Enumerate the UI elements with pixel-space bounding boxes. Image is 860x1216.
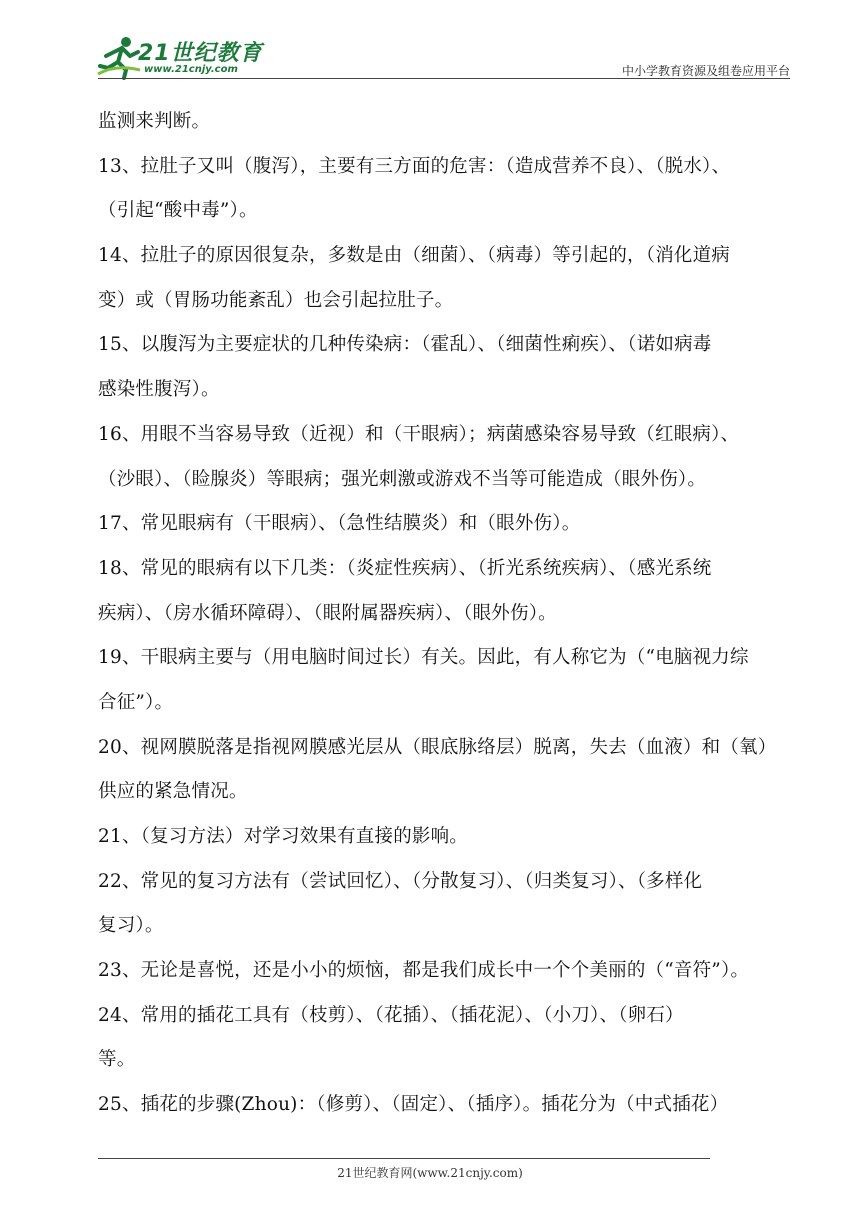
- text-line: 监测来判断。: [98, 111, 211, 132]
- text-line: 等。: [98, 1049, 136, 1071]
- text-line: 变）或（胃肠功能紊乱）也会引起拉肚子。: [98, 289, 454, 311]
- logo: [96, 34, 266, 80]
- text-line: 供应的紧急情况。: [98, 781, 248, 803]
- text-line: 22、常见的复习方法有（尝试回忆）、（分散复习）、（归类复习）、（多样化: [98, 870, 703, 892]
- text-line: 24、常用的插花工具有（枝剪）、（花插）、（插花泥）、（小刀）、（卵石）: [98, 1004, 684, 1026]
- text-line: 合征”）。: [98, 691, 174, 713]
- page-footer: 21世纪教育网(www.21cnjy.com): [337, 1166, 523, 1180]
- page-header: [0, 0, 860, 90]
- text-line: 14、拉肚子的原因很复杂，多数是由（细菌）、（病毒）等引起的，（消化道病: [98, 245, 730, 267]
- text-line: 23、无论是喜悦，还是小小的烦恼，都是我们成长中一个个美丽的（“音符”）。: [98, 960, 750, 982]
- header-divider: [98, 78, 790, 79]
- text-line: 感染性腹泻）。: [98, 379, 220, 401]
- runner-logo-icon: [96, 34, 142, 80]
- logo-url: www.21cnjy.com: [144, 64, 238, 75]
- platform-title: 中小学教育资源及组卷应用平台: [621, 64, 790, 78]
- text-line: 15、以腹泻为主要症状的几种传染病：（霍乱）、（细菌性痢疾）、（诺如病毒: [98, 334, 712, 356]
- text-line: 13、拉肚子又叫（腹泻），主要有三方面的危害：（造成营养不良）、（脱水）、: [98, 155, 731, 177]
- text-line: 复习）。: [98, 915, 164, 937]
- text-line: （沙眼）、（睑腺炎）等眼病；强光刺激或游戏不当等可能造成（眼外伤）。: [98, 468, 707, 490]
- logo-text: 21世纪教育: [138, 41, 263, 66]
- text-line: 19、干眼病主要与（用电脑时间过长）有关。因此，有人称它为（“电脑视力综: [98, 647, 749, 669]
- text-line: 21、（复习方法）对学习效果有直接的影响。: [98, 826, 468, 847]
- text-line: 25、插花的步骤(Zhou)：（修剪）、（固定）、（插序）。插花分为（中式插花）: [98, 1094, 729, 1116]
- footer-divider: [98, 1158, 710, 1159]
- text-line: 16、用眼不当容易导致（近视）和（干眼病）；病菌感染容易导致（红眼病）、: [98, 423, 740, 445]
- document-body: [98, 100, 810, 1128]
- text-line: 20、视网膜脱落是指视网膜感光层从（眼底脉络层）脱离，失去（血液）和（氧）: [98, 736, 777, 758]
- text-line: 17、常见眼病有（干眼病）、（急性结膜炎）和（眼外伤）。: [98, 513, 581, 535]
- text-line: 疾病）、（房水循环障碍）、（眼附属器疾病）、（眼外伤）。: [98, 602, 557, 624]
- text-line: （引起“酸中毒”）。: [98, 200, 258, 222]
- text-line: 18、常见的眼病有以下几类：（炎症性疾病）、（折光系统疾病）、（感光系统: [98, 557, 712, 579]
